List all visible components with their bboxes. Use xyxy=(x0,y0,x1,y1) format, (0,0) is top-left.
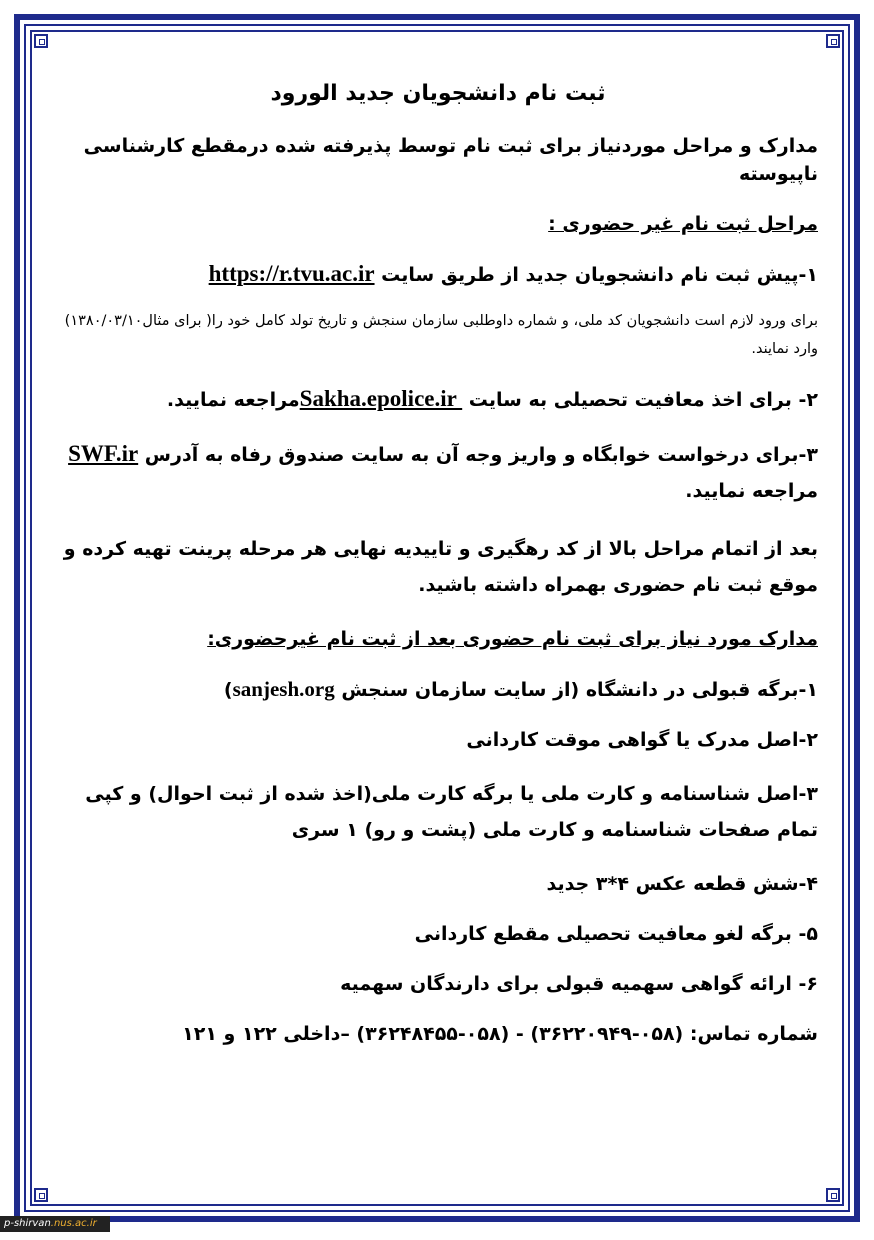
doc-4: ۴-شش قطعه عکس ۴*۳ جدید xyxy=(546,873,818,895)
step-1 xyxy=(58,260,818,289)
step-3 xyxy=(58,436,818,509)
exemption-site-link[interactable]: Sakha.epolice.ir xyxy=(299,386,463,411)
doc-1 xyxy=(58,675,818,704)
watermark-domain: .nus.ac.ir xyxy=(50,1218,97,1229)
step-1-text: ۱-پیش ثبت نام دانشجویان جدید از طریق سایت xyxy=(374,264,818,286)
step-3-prefix: ۳-برای درخواست خوابگاه و واریز وجه آن به سایت صندوق رفاه به آدرس xyxy=(138,444,818,466)
step-2-suffix: مراجعه نمایید. xyxy=(166,389,300,411)
step-1-note: برای ورود لازم است دانشجویان کد ملی، و شماره داوطلبی سازمان سنجش و تاریخ تولد کامل خود را( برای مثال۱۳۸۰/۰۳/۱۰) وارد نمایند. xyxy=(64,313,818,357)
border-corner-ornament xyxy=(34,34,48,48)
border-corner-ornament xyxy=(826,34,840,48)
page-title: ثبت نام دانشجویان جدید الورود xyxy=(270,81,606,106)
doc-2: ۲-اصل مدرک یا گواهی موقت کاردانی xyxy=(466,729,818,751)
doc-1-prefix: ۱-برگه قبولی در دانشگاه (از سایت سازمان سنجش xyxy=(334,679,818,701)
watermark-prefix: p-shirvan xyxy=(4,1218,51,1229)
welfare-site-link[interactable]: SWF.ir xyxy=(68,441,139,466)
contact-info: شماره تماس: (۰۵۸-۳۶۲۲۰۹۴۹) - (۰۵۸-۳۶۲۴۸۴۵۵) –داخلی ۱۲۲ و ۱۲۱ xyxy=(182,1023,818,1045)
online-heading-text: مراحل ثبت نام غیر حضوری : xyxy=(548,213,818,235)
site-watermark xyxy=(0,1216,110,1232)
in-person-heading-text: مدارک مورد نیاز برای ثبت نام حضوری بعد از ثبت نام غیرحضوری: xyxy=(207,628,818,650)
doc-6: ۶- ارائه گواهی سهمیه قبولی برای دارندگان سهمیه xyxy=(340,973,818,995)
online-registration-heading xyxy=(58,210,818,238)
doc-3: ۳-اصل شناسنامه و کارت ملی یا برگه کارت ملی(اخذ شده از ثبت احوال) و کپی تمام صفحات شناسنامه و کارت ملی (پشت و رو) ۱ سری xyxy=(85,783,818,841)
doc-1-suffix: ) xyxy=(223,679,233,701)
doc-5: ۵- برگه لغو معافیت تحصیلی مقطع کاردانی xyxy=(414,923,818,945)
border-corner-ornament xyxy=(826,1188,840,1202)
step-3-suffix: مراجعه نمایید. xyxy=(685,480,818,502)
sanjesh-link[interactable]: sanjesh.org xyxy=(232,677,335,701)
border-corner-ornament xyxy=(34,1188,48,1202)
in-person-heading xyxy=(58,625,818,653)
registration-site-link[interactable]: https://r.tvu.ac.ir xyxy=(208,261,375,286)
step-2-prefix: ۲- برای اخذ معافیت تحصیلی به سایت xyxy=(462,389,818,411)
subtitle: مدارک و مراحل موردنیاز برای ثبت نام توسط پذیرفته شده درمقطع کارشناسی ناپیوسته xyxy=(83,135,818,185)
after-steps-note: بعد از اتمام مراحل بالا از کد رهگیری و تاییدیه نهایی هر مرحله پرینت تهیه کرده و موقع ثبت نام حضوری بهمراه داشته باشید. xyxy=(63,538,818,596)
step-2 xyxy=(58,385,818,414)
document-body xyxy=(58,70,818,1070)
